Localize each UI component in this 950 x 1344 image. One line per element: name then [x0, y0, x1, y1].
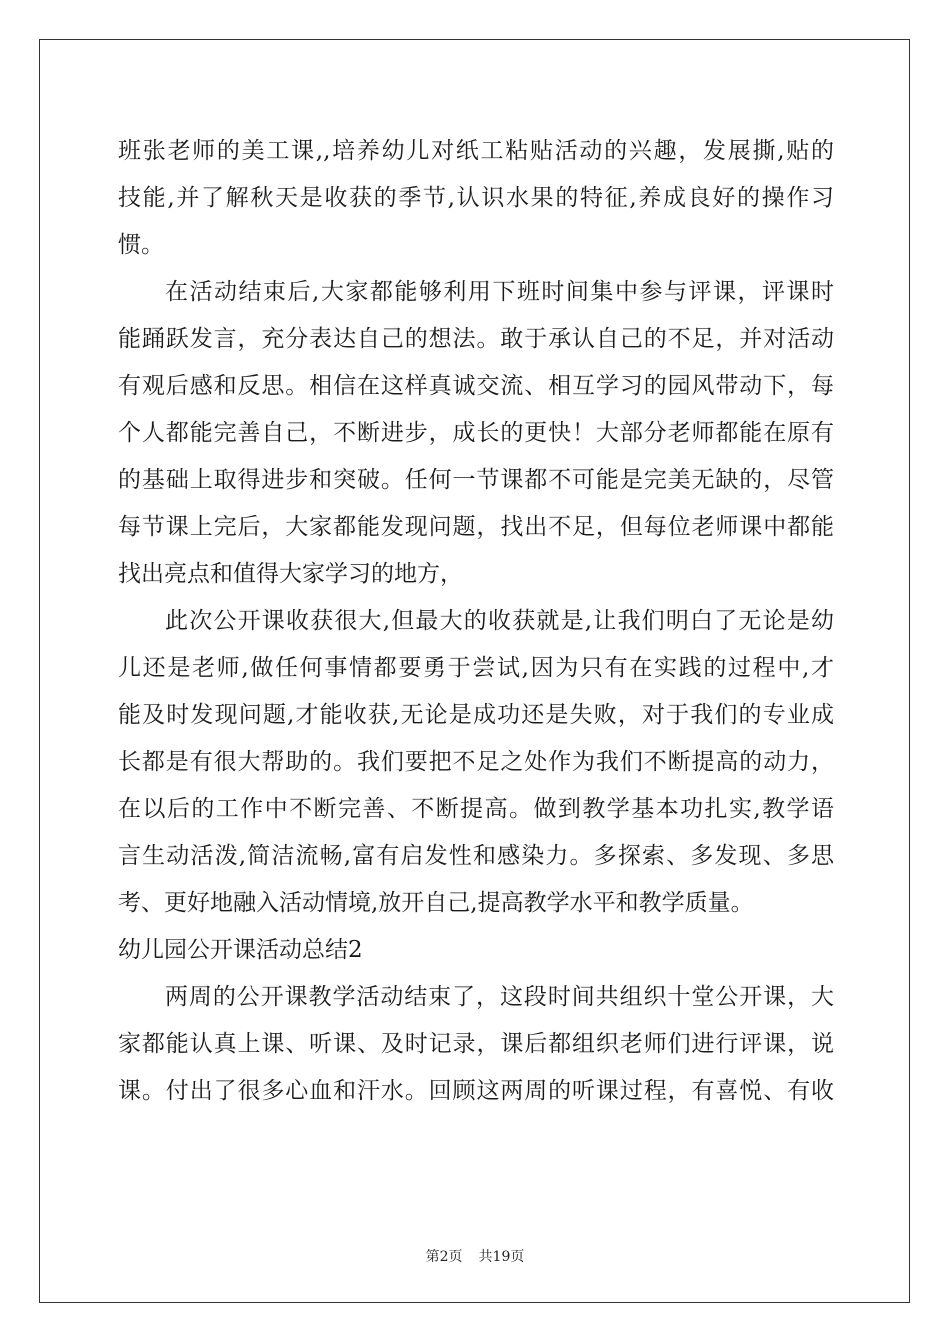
text-line: 此次公开课收获很大,但最大的收获就是,让我们明白了无论是幼	[165, 608, 834, 634]
text-line: 能踊跃发言，充分表达自己的想法。敢于承认自己的不足，并对活动	[118, 326, 834, 352]
text-line: 有观后感和反思。相信在这样真诚交流、相互学习的园风带动下，每	[118, 373, 834, 399]
text-line: 惯。	[118, 232, 164, 258]
paragraph	[118, 269, 834, 598]
text-line: 的基础上取得进步和突破。任何一节课都不可能是完美无缺的，尽管	[118, 467, 834, 493]
text-line: 言生动活泼,简洁流畅,富有启发性和感染力。多探索、多发现、多思	[118, 843, 834, 869]
text-line: 在以后的工作中不断完善、不断提高。做到教学基本功扎实,教学语	[118, 796, 834, 822]
text-line: 找出亮点和值得大家学习的地方，	[118, 561, 463, 587]
paragraph	[118, 974, 834, 1115]
text-line: 家都能认真上课、听课、及时记录，课后都组织老师们进行评课，说	[118, 1031, 834, 1057]
text-line: 长都是有很大帮助的。我们要把不足之处作为我们不断提高的动力，	[118, 749, 834, 775]
paragraph	[118, 598, 834, 927]
paragraph	[118, 128, 834, 269]
text-line: 个人都能完善自己，不断进步，成长的更快！大部分老师都能在原有	[118, 420, 834, 446]
text-line: 儿还是老师,做任何事情都要勇于尝试,因为只有在实践的过程中,才	[118, 655, 834, 681]
page-footer	[0, 1246, 950, 1266]
text-line: 两周的公开课教学活动结束了，这段时间共组织十堂公开课，大	[165, 984, 834, 1010]
text-line: 考、更好地融入活动情境,放开自己,提高教学水平和教学质量。	[118, 890, 754, 916]
page-total: 共19页	[478, 1249, 525, 1265]
text-line: 课。付出了很多心血和汗水。回顾这两周的听课过程，有喜悦、有收	[118, 1078, 834, 1104]
page-number: 第2页	[425, 1249, 463, 1265]
text-line: 能及时发现问题,才能收获,无论是成功还是失败，对于我们的专业成	[118, 702, 834, 728]
text-line: 班张老师的美工课,,培养幼儿对纸工粘贴活动的兴趣，发展撕,贴的	[118, 138, 834, 164]
text-line: 技能,并了解秋天是收获的季节,认识水果的特征,养成良好的操作习	[118, 185, 834, 211]
section-heading: 幼儿园公开课活动总结2	[118, 937, 363, 963]
text-line: 每节课上完后，大家都能发现问题，找出不足，但每位老师课中都能	[118, 514, 834, 540]
text-line: 在活动结束后,大家都能够利用下班时间集中参与评课，评课时	[165, 279, 834, 305]
document-body	[118, 128, 834, 1115]
